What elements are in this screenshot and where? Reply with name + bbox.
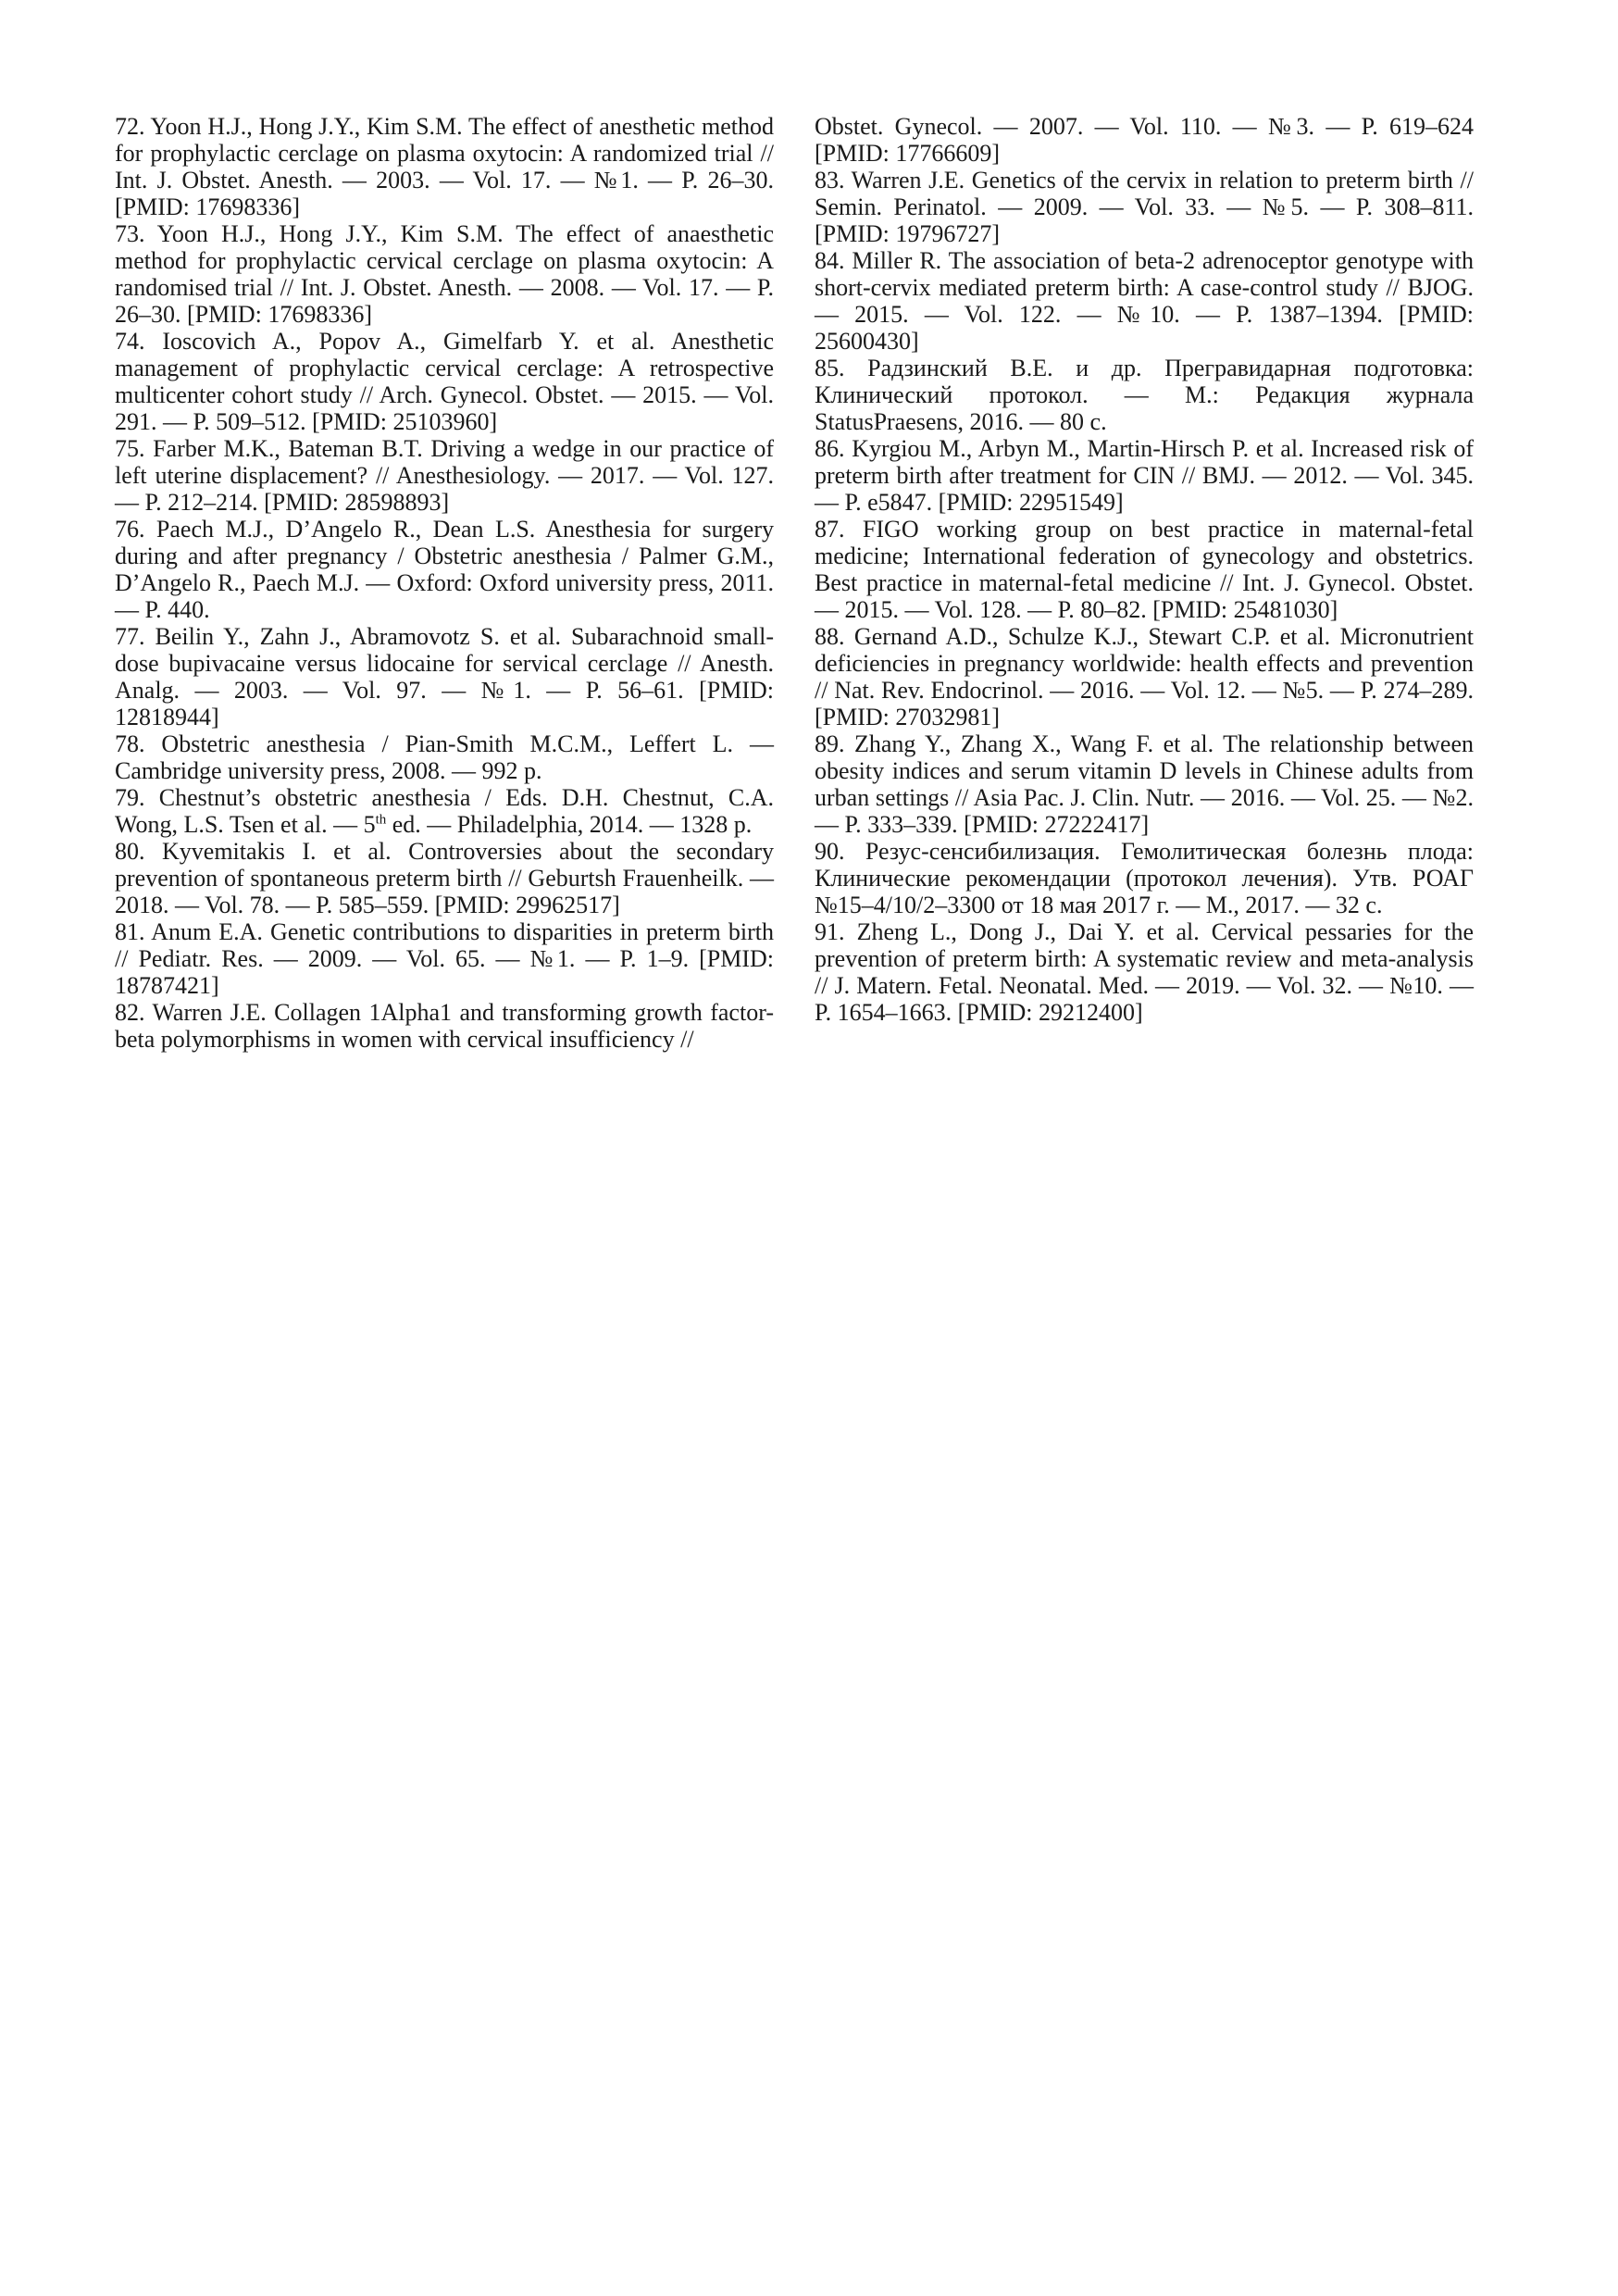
reference-85: 85. Радзинский В.Е. и др. Прегравидарная подготовка: Клинический протокол. — М.: Редакция журнала StatusPraesens, 2016. — 80 с. <box>815 355 1474 435</box>
reference-72: 72. Yoon H.J., Hong J.Y., Kim S.M. The effect of anesthetic method for prophylactic cerclage on plasma oxytocin: A randomized trial // Int. J. Obstet. Anesth. — 2003. — Vol. 17. — №1. — P. 26–30. [PMID: 17698336] <box>115 113 774 220</box>
reference-79 <box>115 784 774 838</box>
reference-79-text: 79. Chestnut’s obstetric anesthesia / Eds. D.H. Chestnut, C.A. Wong, L.S. Tsen et al. — 5 <box>115 784 774 838</box>
reference-81: 81. Anum E.A. Genetic contributions to disparities in preterm birth // Pediatr. Res. — 2009. — Vol. 65. — №1. — P. 1–9. [PMID: 18787421] <box>115 918 774 999</box>
reference-75: 75. Farber M.K., Bateman B.T. Driving a wedge in our practice of left uterine displacement? // Anesthesiology. — 2017. — Vol. 127. — P. 212–214. [PMID: 28598893] <box>115 435 774 516</box>
reference-87: 87. FIGO working group on best practice in maternal-fetal medicine; International federation of gynecology and obstetrics. Best practice in maternal-fetal medicine // Int. J. Gynecol. Obstet. — 2015. — Vol. 128. — P. 80–82. [PMID: 25481030] <box>815 516 1474 623</box>
reference-74: 74. Ioscovich A., Popov A., Gimelfarb Y. et al. Anesthetic management of prophylactic cervical cerclage: A retrospective multicenter cohort study // Arch. Gynecol. Obstet. — 2015. — Vol. 291. — P. 509–512. [PMID: 25103960] <box>115 328 774 435</box>
references-column-right <box>815 113 1474 1026</box>
reference-82-continued: Obstet. Gynecol. — 2007. — Vol. 110. — №3. — P. 619–624 [PMID: 17766609] <box>815 113 1474 167</box>
reference-86: 86. Kyrgiou M., Arbyn M., Martin-Hirsch P. et al. Increased risk of preterm birth after treatment for CIN // BMJ. — 2012. — Vol. 345. — P. e5847. [PMID: 22951549] <box>815 435 1474 516</box>
reference-91: 91. Zheng L., Dong J., Dai Y. et al. Cervical pessaries for the prevention of preterm birth: A systematic review and meta-analysis // J. Matern. Fetal. Neonatal. Med. — 2019. — Vol. 32. — №10. — P. 1654–1663. [PMID: 29212400] <box>815 918 1474 1026</box>
reference-76: 76. Paech M.J., D’Angelo R., Dean L.S. Anesthesia for surgery during and after pregnancy / Obstetric anesthesia / Palmer G.M., D’Angelo R., Paech M.J. — Oxford: Oxford university press, 2011. — P. 440. <box>115 516 774 623</box>
reference-80: 80. Kyvemitakis I. et al. Controversies about the secondary prevention of spontaneous preterm birth // Geburtsh Frauenheilk. — 2018. — Vol. 78. — P. 585–559. [PMID: 29962517] <box>115 838 774 918</box>
reference-83: 83. Warren J.E. Genetics of the cervix in relation to preterm birth // Semin. Perinatol. — 2009. — Vol. 33. — №5. — P. 308–811. [PMID: 19796727] <box>815 167 1474 247</box>
reference-82: 82. Warren J.E. Collagen 1Alpha1 and transforming growth factor-beta polymorphisms in women with cervical insufficiency // <box>115 999 774 1053</box>
reference-88: 88. Gernand A.D., Schulze K.J., Stewart C.P. et al. Micronutrient deficiencies in pregnancy worldwide: health effects and prevention // Nat. Rev. Endocrinol. — 2016. — Vol. 12. — №5. — P. 274–289. [PMID: 27032981] <box>815 623 1474 730</box>
references-column-left <box>115 113 774 1053</box>
reference-78: 78. Obstetric anesthesia / Pian-Smith M.C.M., Leffert L. — Cambridge university press, 2008. — 992 p. <box>115 730 774 784</box>
reference-79-text-end: ed. — Philadelphia, 2014. — 1328 p. <box>386 811 753 838</box>
reference-89: 89. Zhang Y., Zhang X., Wang F. et al. The relationship between obesity indices and serum vitamin D levels in Chinese adults from urban settings // Asia Pac. J. Clin. Nutr. — 2016. — Vol. 25. — №2. — P. 333–339. [PMID: 27222417] <box>815 730 1474 838</box>
reference-73: 73. Yoon H.J., Hong J.Y., Kim S.M. The effect of anaesthetic method for prophylactic cervical cerclage on plasma oxytocin: A randomised trial // Int. J. Obstet. Anesth. — 2008. — Vol. 17. — P. 26–30. [PMID: 17698336] <box>115 220 774 328</box>
reference-90: 90. Резус-сенсибилизация. Гемолитическая болезнь плода: Клинические рекомендации (протокол лечения). Утв. РОАГ №15–4/10/2–3300 от 18 мая 2017 г. — М., 2017. — 32 с. <box>815 838 1474 918</box>
reference-79-superscript: th <box>375 812 387 828</box>
reference-84: 84. Miller R. The association of beta-2 adrenoceptor genotype with short-cervix mediated preterm birth: A case-control study // BJOG. — 2015. — Vol. 122. — №10. — P. 1387–1394. [PMID: 25600430] <box>815 247 1474 355</box>
reference-77: 77. Beilin Y., Zahn J., Abramovotz S. et al. Subarachnoid small-dose bupivacaine versus lidocaine for servical cerclage // Anesth. Analg. — 2003. — Vol. 97. — №1. — P. 56–61. [PMID: 12818944] <box>115 623 774 730</box>
